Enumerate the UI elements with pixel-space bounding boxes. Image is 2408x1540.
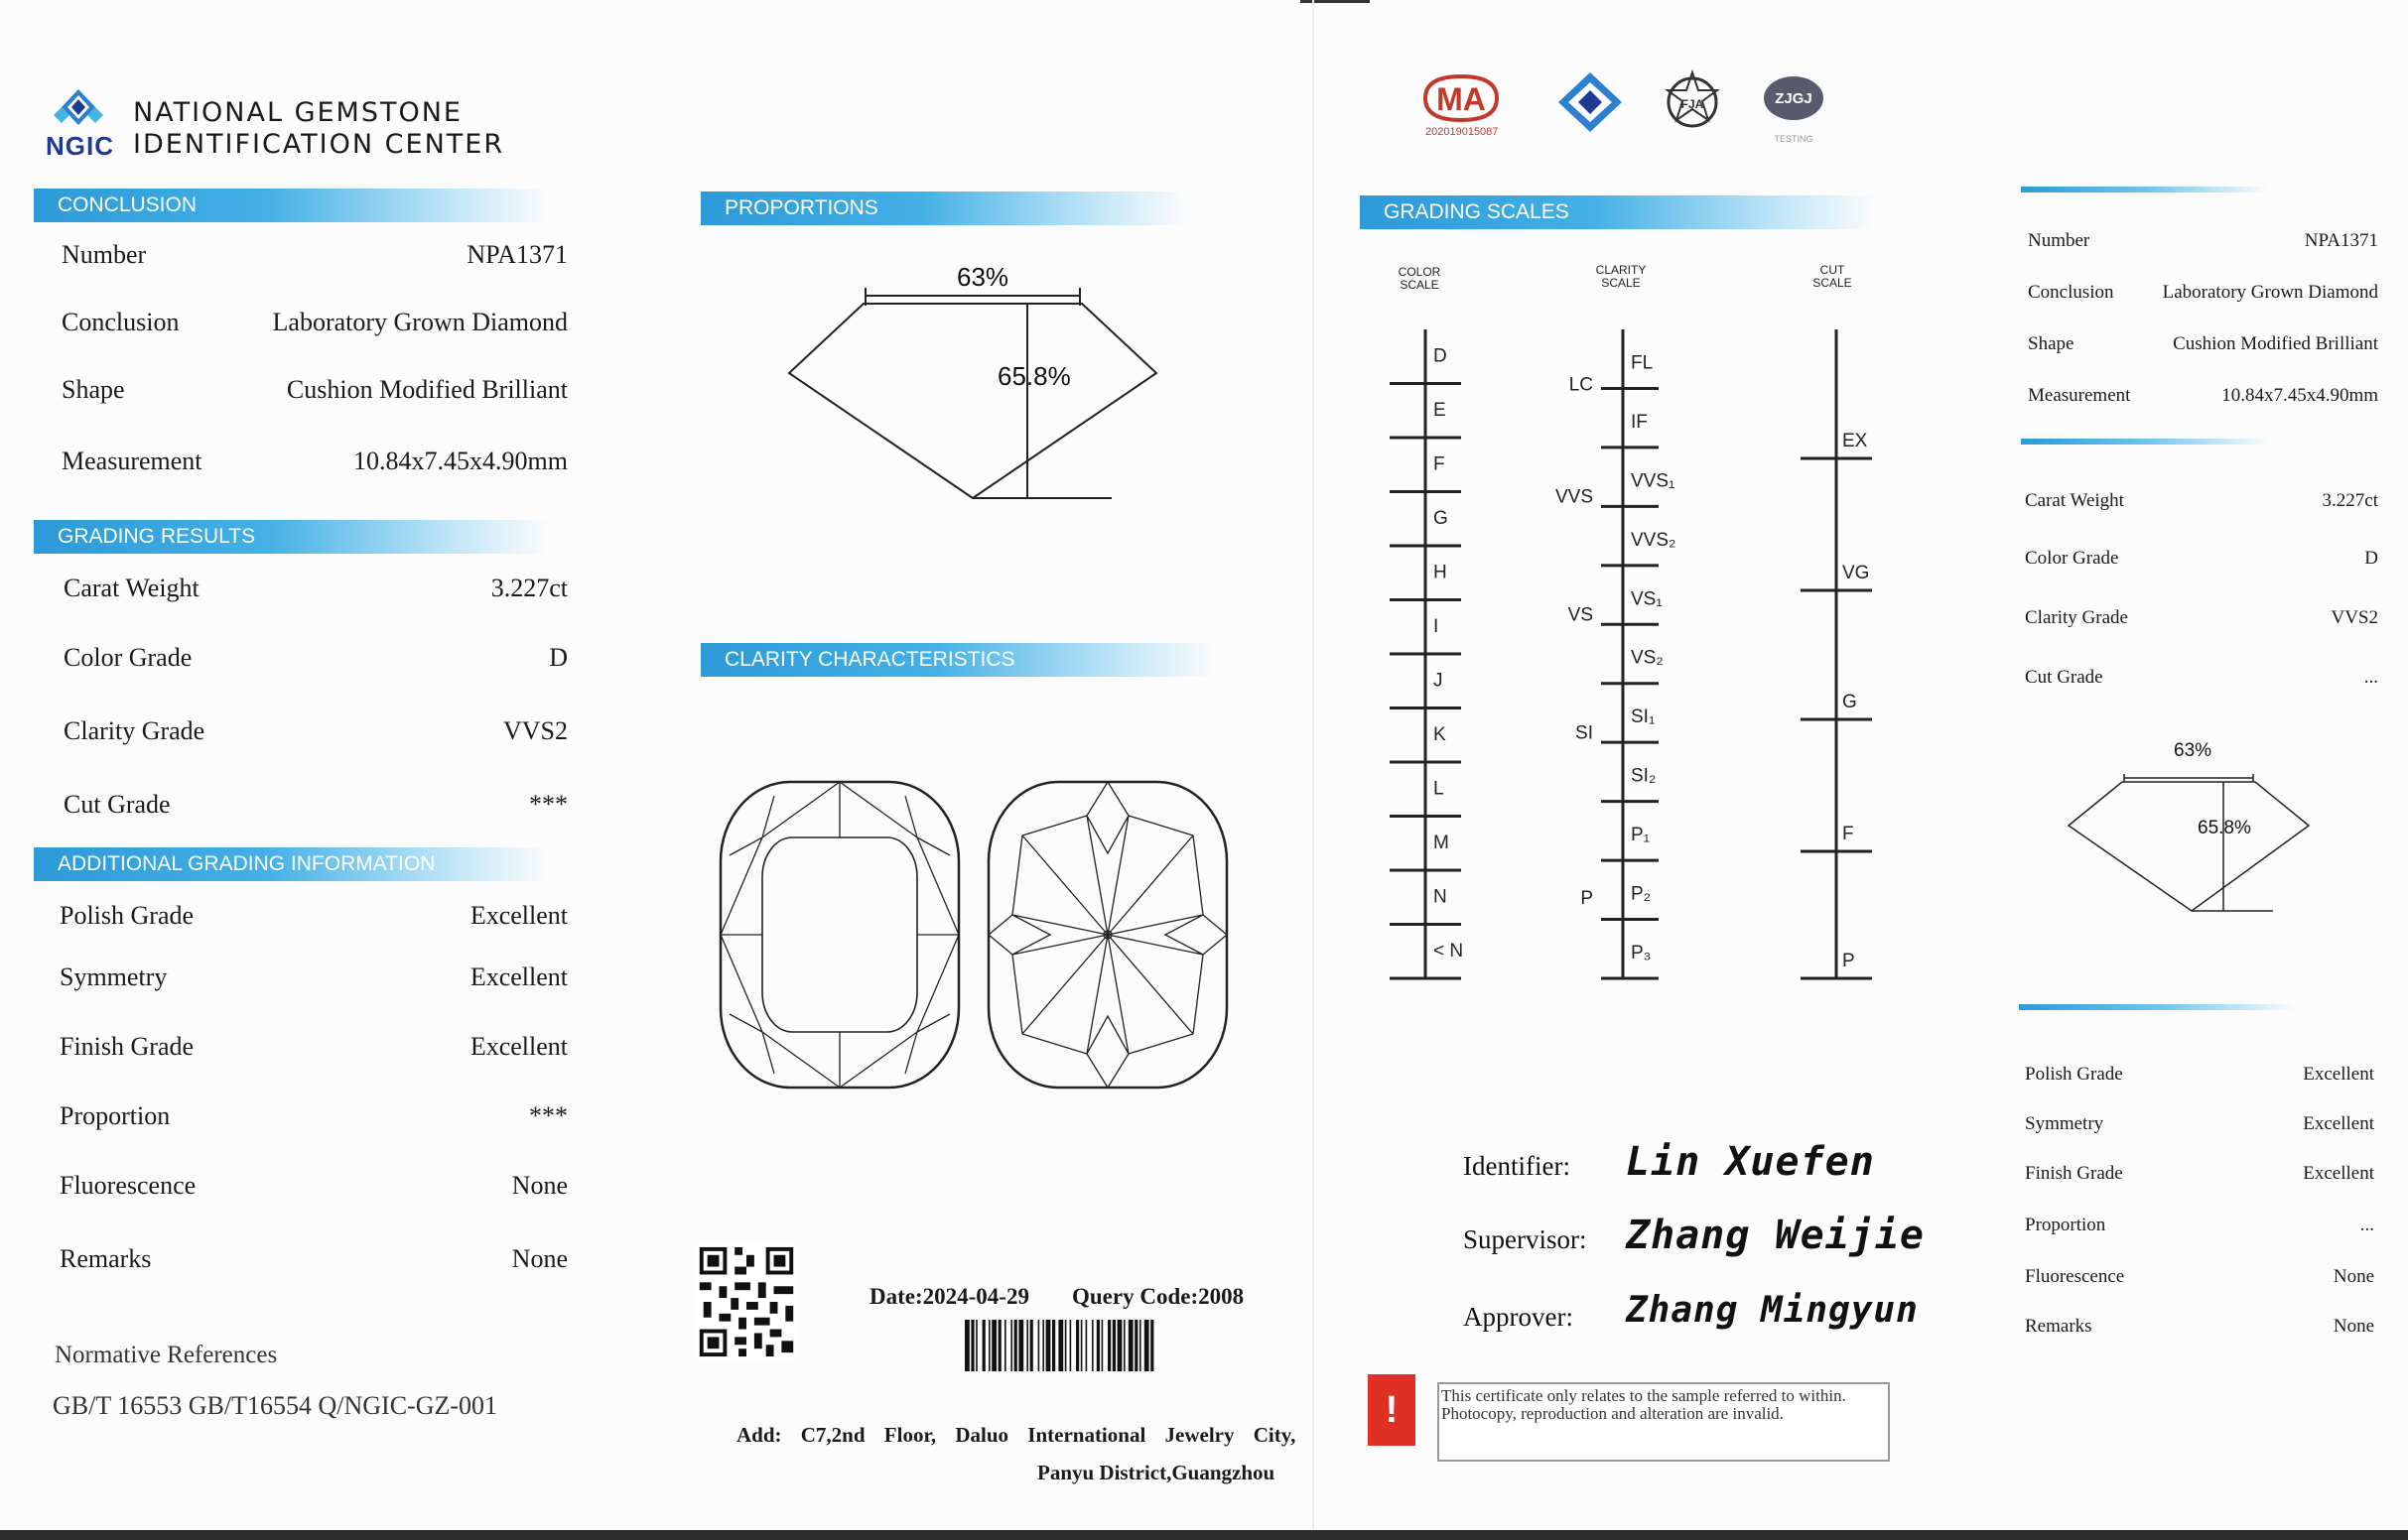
barcode-bar bbox=[1004, 1320, 1006, 1371]
barcode-bar bbox=[1135, 1320, 1137, 1371]
clarity-scale-title-1: CLARITY bbox=[1595, 263, 1647, 277]
field-value: None bbox=[2333, 1266, 2374, 1287]
field-label: Symmetry bbox=[2025, 1113, 2104, 1134]
barcode-bar bbox=[1092, 1320, 1094, 1371]
organization-name bbox=[133, 97, 504, 161]
color-grade-label: < N bbox=[1433, 941, 1464, 962]
field-value: None bbox=[2333, 1316, 2374, 1337]
zjgj-testing-icon bbox=[1764, 76, 1823, 144]
color-grade-label: D bbox=[1433, 345, 1447, 367]
field-value: ... bbox=[2363, 667, 2378, 688]
cut-grade-label: EX bbox=[1842, 431, 1868, 451]
barcode-bar bbox=[992, 1320, 997, 1371]
field-label: Finish Grade bbox=[60, 1032, 195, 1061]
crown-plot-diagram bbox=[715, 776, 965, 1093]
barcode-bar bbox=[1113, 1320, 1116, 1371]
proportions-header: PROPORTIONS bbox=[701, 192, 1187, 225]
barcode-bar bbox=[1014, 1320, 1017, 1371]
field-label: Carat Weight bbox=[2025, 490, 2124, 511]
field-label: Measurement bbox=[2028, 385, 2131, 406]
normative-references-title: Normative References bbox=[55, 1342, 278, 1368]
table-percentage: 63% bbox=[953, 262, 1012, 293]
svg-text:FJA: FJA bbox=[1680, 97, 1704, 111]
barcode-bar bbox=[1052, 1320, 1055, 1371]
identifier-signature: Lin Xuefen bbox=[1626, 1139, 1875, 1185]
cut-scale-title-1: CUT bbox=[1819, 263, 1845, 277]
clarity-grade-label: P₂ bbox=[1631, 883, 1652, 905]
validity-notice-text: This certificate only relates to the sample referred to within. Photocopy, reproduction and alteration are invalid. bbox=[1441, 1386, 1846, 1423]
cma-logo-icon bbox=[1425, 76, 1497, 120]
barcode-bar bbox=[1076, 1320, 1079, 1371]
barcode-bar bbox=[1042, 1320, 1044, 1371]
color-grade-label: I bbox=[1433, 616, 1439, 637]
field-label: Number bbox=[62, 240, 147, 269]
barcode-bar bbox=[1070, 1320, 1072, 1371]
field-label: Measurement bbox=[62, 447, 202, 475]
field-value: *** bbox=[529, 1101, 568, 1130]
barcode-bar bbox=[1030, 1320, 1033, 1371]
clarity-group-label: SI bbox=[1575, 722, 1593, 744]
card-depth-percentage: 65.8% bbox=[2198, 818, 2251, 838]
clarity-grade-label: VVS₁ bbox=[1631, 470, 1675, 492]
field-value: Excellent bbox=[469, 901, 568, 930]
barcode-bar bbox=[1038, 1320, 1040, 1371]
field-value: NPA1371 bbox=[467, 240, 568, 269]
barcode-bar bbox=[1144, 1320, 1149, 1371]
field-label: Proportion bbox=[2025, 1215, 2106, 1235]
clarity-grade-label: P₃ bbox=[1631, 943, 1652, 963]
field-value: D bbox=[549, 643, 568, 672]
field-value: VVS2 bbox=[2331, 607, 2378, 628]
svg-text:MA: MA bbox=[1436, 81, 1486, 117]
clarity-scale-title bbox=[1586, 264, 1656, 290]
field-value: Cushion Modified Brilliant bbox=[286, 375, 568, 404]
color-grade-label: J bbox=[1433, 670, 1443, 692]
field-label: Proportion bbox=[60, 1101, 171, 1130]
clarity-grade-label: IF bbox=[1631, 411, 1648, 433]
barcode-bar bbox=[999, 1320, 1002, 1371]
barcode-bar bbox=[1118, 1320, 1123, 1371]
barcode-bar bbox=[971, 1320, 974, 1371]
barcode-bar bbox=[1086, 1320, 1088, 1371]
fja-seal-icon bbox=[1668, 72, 1717, 126]
barcode-bar bbox=[1108, 1320, 1111, 1371]
color-grade-label: K bbox=[1433, 724, 1446, 745]
field-value: *** bbox=[529, 790, 568, 819]
field-label: Clarity Grade bbox=[2025, 607, 2128, 628]
field-label: Fluorescence bbox=[60, 1171, 197, 1200]
card-proportions-diagram bbox=[2065, 764, 2323, 923]
clarity-scale-title-2: SCALE bbox=[1601, 276, 1641, 290]
color-grade-label: G bbox=[1433, 508, 1448, 529]
barcode-bar bbox=[1046, 1320, 1051, 1371]
cut-scale-title-2: SCALE bbox=[1812, 276, 1852, 290]
card-divider-mid bbox=[2021, 439, 2269, 445]
field-label: Polish Grade bbox=[60, 901, 195, 930]
card-divider-bottom bbox=[2019, 1004, 2297, 1010]
clarity-grade-label: P₁ bbox=[1631, 825, 1651, 846]
field-label: Shape bbox=[2028, 333, 2074, 354]
ngic-diamond-icon bbox=[1558, 72, 1622, 132]
cut-grade-label: P bbox=[1842, 951, 1855, 971]
svg-text:TESTING: TESTING bbox=[1774, 134, 1813, 144]
barcode-bar bbox=[1097, 1320, 1100, 1371]
field-label: Finish Grade bbox=[2025, 1163, 2123, 1184]
field-label: Shape bbox=[62, 375, 125, 404]
card-table-percentage: 63% bbox=[2174, 740, 2212, 761]
normative-references-list: GB/T 16553 GB/T16554 Q/NGIC-GZ-001 bbox=[53, 1391, 498, 1420]
cut-scale-title bbox=[1803, 264, 1862, 290]
clarity-grade-label: VS₁ bbox=[1631, 588, 1663, 610]
color-scale-title-2: SCALE bbox=[1400, 278, 1439, 292]
field-value: VVS2 bbox=[502, 716, 568, 745]
field-value: None bbox=[511, 1171, 568, 1200]
barcode-bar bbox=[1129, 1320, 1134, 1371]
color-grade-label: M bbox=[1433, 833, 1449, 853]
field-value: ... bbox=[2359, 1215, 2374, 1235]
barcode-bar bbox=[983, 1320, 986, 1371]
field-label: Remarks bbox=[60, 1244, 152, 1273]
barcode-bar bbox=[1139, 1320, 1141, 1371]
clarity-grade-label: VS₂ bbox=[1631, 647, 1664, 669]
color-grade-label: N bbox=[1433, 886, 1447, 908]
color-grade-label: F bbox=[1433, 453, 1445, 475]
field-value: NPA1371 bbox=[2304, 230, 2378, 251]
field-label: Conclusion bbox=[2028, 282, 2114, 303]
barcode-bar bbox=[1018, 1320, 1023, 1371]
field-label: Color Grade bbox=[64, 643, 193, 672]
field-value: D bbox=[2364, 548, 2378, 569]
cut-grade-label: VG bbox=[1842, 563, 1870, 583]
field-label: Polish Grade bbox=[2025, 1064, 2123, 1085]
barcode-bar bbox=[1010, 1320, 1012, 1371]
field-label: Cut Grade bbox=[2025, 667, 2103, 688]
barcode-bar bbox=[989, 1320, 991, 1371]
clarity-grade-label: VVS₂ bbox=[1631, 529, 1676, 551]
issue-date: Date:2024-04-29 bbox=[870, 1284, 1029, 1309]
barcode-icon bbox=[965, 1320, 1255, 1371]
field-label: Number bbox=[2028, 230, 2090, 251]
identifier-label: Identifier: bbox=[1463, 1151, 1570, 1181]
additional-info-header: ADDITIONAL GRADING INFORMATION bbox=[34, 847, 550, 881]
clarity-grade-label: SI₁ bbox=[1631, 706, 1656, 728]
address-line1: Add: C7,2nd Floor, Daluo International Jewelry City, bbox=[736, 1423, 1296, 1447]
ngic-wordmark: NGIC bbox=[46, 131, 114, 161]
color-grade-label: H bbox=[1433, 562, 1447, 583]
org-name-line1: NATIONAL GEMSTONE bbox=[133, 97, 463, 128]
clarity-characteristics-header: CLARITY CHARACTERISTICS bbox=[701, 643, 1217, 677]
clarity-group-label: P bbox=[1580, 887, 1593, 909]
color-grade-label: L bbox=[1433, 778, 1444, 800]
supervisor-label: Supervisor: bbox=[1463, 1224, 1587, 1254]
color-grade-label: E bbox=[1433, 400, 1446, 421]
field-value: Excellent bbox=[469, 962, 568, 991]
card-divider-top bbox=[2021, 187, 2269, 192]
field-label: Color Grade bbox=[2025, 548, 2119, 569]
barcode-bar bbox=[1081, 1320, 1083, 1371]
query-code: Query Code:2008 bbox=[1072, 1284, 1245, 1309]
field-value: 3.227ct bbox=[2322, 490, 2378, 511]
field-value: Cushion Modified Brilliant bbox=[2173, 333, 2378, 354]
address-line2: Panyu District,Guangzhou bbox=[1037, 1461, 1275, 1484]
warning-icon: ! bbox=[1368, 1374, 1415, 1446]
barcode-bar bbox=[976, 1320, 978, 1371]
barcode-bar bbox=[1102, 1320, 1104, 1371]
bottom-edge bbox=[0, 1530, 2408, 1540]
clarity-group-label: VVS bbox=[1554, 486, 1593, 508]
conclusion-header: CONCLUSION bbox=[34, 189, 550, 222]
qr-code-icon bbox=[695, 1243, 798, 1360]
field-value: 3.227ct bbox=[490, 574, 568, 602]
pavilion-plot-diagram bbox=[983, 776, 1233, 1093]
barcode-bar bbox=[1065, 1320, 1067, 1371]
field-label: Remarks bbox=[2025, 1316, 2092, 1337]
grading-results-header: GRADING RESULTS bbox=[34, 520, 550, 554]
barcode-bar bbox=[1026, 1320, 1028, 1371]
field-label: Symmetry bbox=[60, 962, 168, 991]
grading-scales-header: GRADING SCALES bbox=[1360, 195, 1876, 229]
field-value: 10.84x7.45x4.90mm bbox=[353, 447, 568, 475]
grading-scales-diagram bbox=[1370, 318, 1886, 992]
field-label: Fluorescence bbox=[2025, 1266, 2125, 1287]
barcode-bar bbox=[1150, 1320, 1153, 1371]
center-fold bbox=[1312, 0, 1314, 1540]
color-scale-title bbox=[1390, 266, 1449, 292]
cma-certificate-number: 202019015087 bbox=[1425, 126, 1499, 138]
clarity-grade-label: FL bbox=[1631, 352, 1654, 374]
field-value: 10.84x7.45x4.90mm bbox=[2221, 385, 2378, 406]
field-value: Excellent bbox=[2303, 1113, 2374, 1134]
top-edge-mark bbox=[1300, 0, 1370, 3]
field-value: Excellent bbox=[2303, 1064, 2374, 1085]
field-value: Excellent bbox=[469, 1032, 568, 1061]
org-name-line2: IDENTIFICATION CENTER bbox=[133, 129, 505, 160]
field-label: Cut Grade bbox=[64, 790, 171, 819]
field-value: None bbox=[511, 1244, 568, 1273]
approver-label: Approver: bbox=[1463, 1302, 1573, 1332]
barcode-bar bbox=[965, 1320, 970, 1371]
clarity-grade-label: SI₂ bbox=[1631, 765, 1657, 787]
approver-signature: Zhang Mingyun bbox=[1626, 1290, 1919, 1331]
clarity-group-label: VS bbox=[1567, 604, 1593, 626]
field-value: Laboratory Grown Diamond bbox=[272, 308, 568, 336]
field-label: Conclusion bbox=[62, 308, 180, 336]
field-label: Carat Weight bbox=[64, 574, 200, 602]
svg-text:ZJGJ: ZJGJ bbox=[1775, 90, 1812, 107]
cut-grade-label: G bbox=[1842, 692, 1857, 712]
cut-grade-label: F bbox=[1842, 824, 1854, 844]
barcode-bar bbox=[1058, 1320, 1063, 1371]
field-value: Laboratory Grown Diamond bbox=[2162, 282, 2378, 303]
color-scale-title-1: COLOR bbox=[1398, 265, 1441, 279]
field-label: Clarity Grade bbox=[64, 716, 205, 745]
clarity-group-label: LC bbox=[1568, 374, 1593, 396]
barcode-bar bbox=[1124, 1320, 1126, 1371]
ngic-logo-icon bbox=[44, 87, 113, 137]
supervisor-signature: Zhang Weijie bbox=[1626, 1213, 1925, 1258]
field-value: Excellent bbox=[2303, 1163, 2374, 1184]
proportions-diagram bbox=[774, 268, 1171, 506]
depth-percentage: 65.8% bbox=[998, 361, 1071, 391]
